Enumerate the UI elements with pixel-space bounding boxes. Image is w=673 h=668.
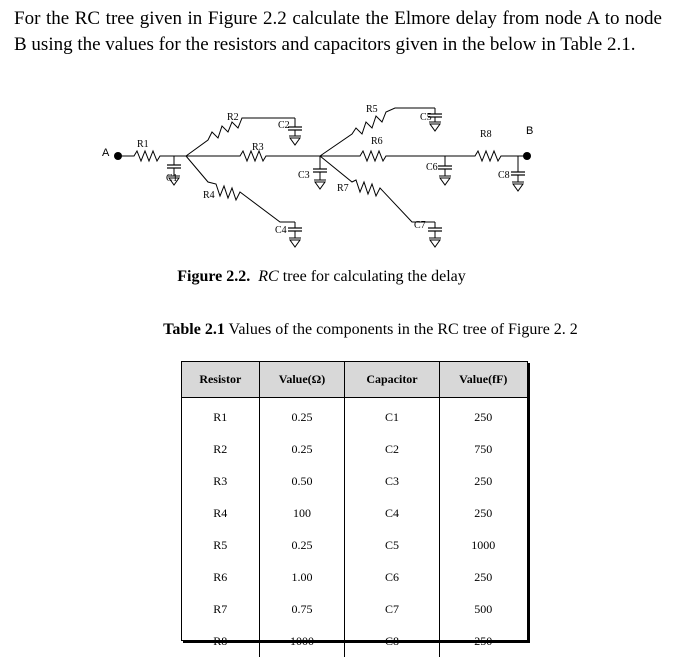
table-row <box>182 593 527 625</box>
r6-label: R6 <box>371 136 383 147</box>
header-resistor-value: Value(Ω) <box>259 362 345 398</box>
cell-capacitance: 750 <box>474 441 493 456</box>
cell-capacitance: 1000 <box>471 537 496 552</box>
cell-resistor: R6 <box>182 561 259 593</box>
header-resistor: Resistor <box>182 362 259 398</box>
cell-resistance: 0.75 <box>259 593 345 625</box>
cell-resistance: 0.25 <box>259 398 345 434</box>
cell-resistor: R2 <box>182 433 259 465</box>
cell-capacitance: 500 <box>474 601 493 616</box>
cell-resistor: R1 <box>182 398 259 434</box>
table-row <box>182 625 527 657</box>
table-caption-number: Table 2.1 <box>163 321 225 338</box>
header-capacitor-value: Value(fF) <box>439 362 527 398</box>
cell-capacitor: C2 <box>345 433 439 465</box>
cell-capacitance: 250 <box>474 473 493 488</box>
r2-label: R2 <box>227 112 239 123</box>
cell-capacitor: C1 <box>345 398 439 434</box>
c6-label: C6 <box>426 162 438 173</box>
table-row <box>182 529 527 561</box>
table-row <box>182 433 527 465</box>
cell-resistance: 0.25 <box>259 433 345 465</box>
figure-caption <box>0 268 658 286</box>
cell-resistance: 0.50 <box>259 465 345 497</box>
cell-capacitor: C4 <box>345 497 439 529</box>
r4-resistor <box>186 156 295 222</box>
header-capacitor: Capacitor <box>345 362 439 398</box>
cell-capacitor: C8 <box>345 625 439 657</box>
cell-capacitance: 250 <box>474 633 493 648</box>
cell-resistance: 100 <box>259 497 345 529</box>
table-caption <box>34 321 673 339</box>
figure-caption-rest: tree for calculating the delay <box>278 268 466 285</box>
cell-resistor: R4 <box>182 497 259 529</box>
cell-capacitor: C5 <box>345 529 439 561</box>
node-a-label: A <box>102 147 110 159</box>
cell-resistor: R8 <box>182 625 259 657</box>
question-text: For the RC tree given in Figure 2.2 calculate the Elmore delay from node A to node B using the values for the resistors and capacitors given in the below in Table 2.1. <box>14 8 662 55</box>
r3-label: R3 <box>252 142 264 153</box>
table-row <box>182 497 527 529</box>
c8-label: C8 <box>498 170 510 181</box>
cell-capacitance: 250 <box>474 505 493 520</box>
node-b-label: B <box>526 125 534 137</box>
r1-label: R1 <box>137 139 149 150</box>
cell-resistance: 0.25 <box>259 529 345 561</box>
rc-tree-figure <box>90 100 560 260</box>
table-row <box>182 465 527 497</box>
c2-label: C2 <box>278 120 290 131</box>
cell-capacitor: C6 <box>345 561 439 593</box>
cell-resistor: R5 <box>182 529 259 561</box>
cell-resistance: 1000 <box>259 625 345 657</box>
r7-label: R7 <box>337 183 349 194</box>
component-table <box>181 361 528 648</box>
c7-label: C7 <box>414 220 426 231</box>
table-row <box>182 398 527 434</box>
table-caption-text: Values of the components in the RC tree of Figure 2. 2 <box>224 321 578 338</box>
r5-resistor <box>320 108 435 156</box>
node-b-dot <box>523 152 531 160</box>
cell-capacitor: C7 <box>345 593 439 625</box>
r1-resistor <box>118 151 186 161</box>
cell-resistor: R7 <box>182 593 259 625</box>
figure-caption-rc: RC <box>258 268 279 285</box>
c1-label: C1 <box>166 173 178 184</box>
c5-label: C5 <box>420 112 432 123</box>
cell-capacitance: 250 <box>474 409 493 424</box>
table-header-row <box>182 362 527 398</box>
r5-label: R5 <box>366 104 378 115</box>
c4-label: C4 <box>275 225 287 236</box>
cell-resistor: R3 <box>182 465 259 497</box>
c3-label: C3 <box>298 170 310 181</box>
r8-resistor <box>445 151 527 161</box>
r4-label: R4 <box>203 190 215 201</box>
cell-capacitor: C3 <box>345 465 439 497</box>
r8-label: R8 <box>480 129 492 140</box>
r6-resistor <box>320 151 445 161</box>
cell-resistance: 1.00 <box>259 561 345 593</box>
table-row <box>182 561 527 593</box>
figure-caption-number: Figure 2.2. <box>177 268 251 285</box>
cell-capacitance: 250 <box>474 569 493 584</box>
